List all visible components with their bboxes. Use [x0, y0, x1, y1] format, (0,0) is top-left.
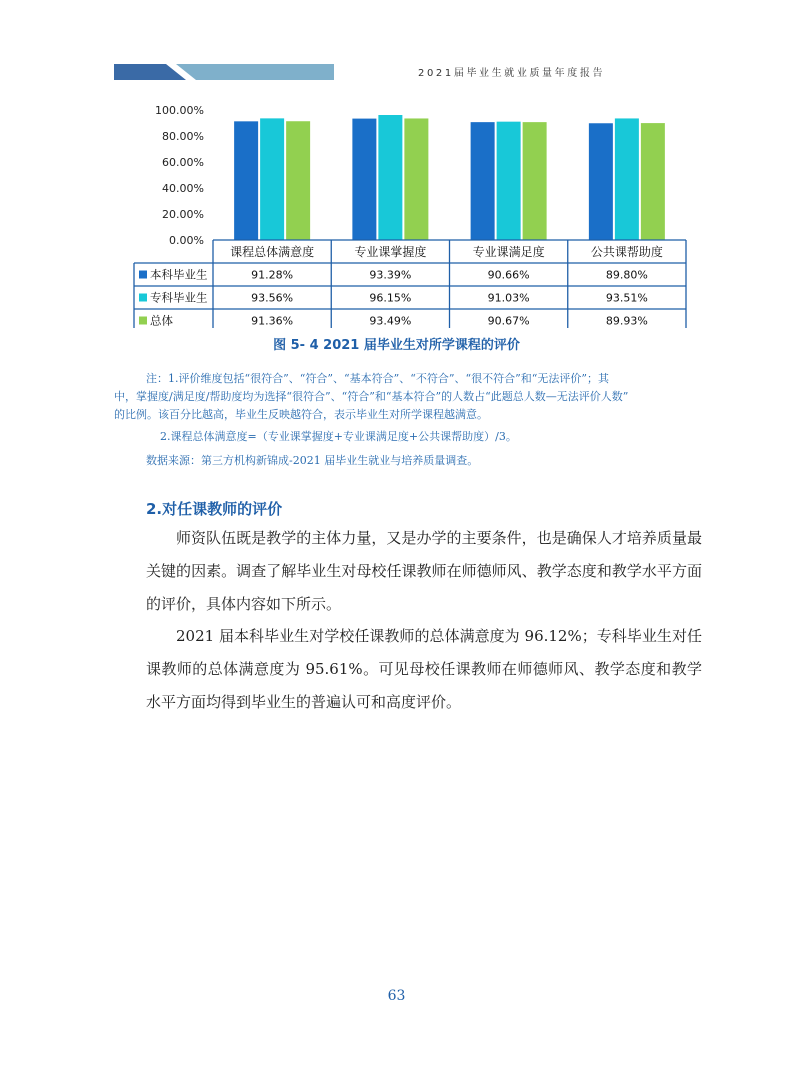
bar	[497, 122, 521, 240]
section-title: 2.对任课教师的评价	[146, 500, 283, 518]
data-label: 96.15%	[369, 291, 412, 305]
bar	[615, 118, 639, 240]
bar	[589, 123, 613, 240]
data-label: 93.39%	[369, 268, 412, 282]
data-source: 数据来源：第三方机构新锦成-2021 届毕业生就业与培养质量调查。	[146, 454, 479, 467]
bar	[234, 121, 258, 240]
bar	[260, 118, 284, 240]
bar	[523, 122, 547, 240]
bar	[286, 121, 310, 240]
data-label: 90.66%	[487, 268, 530, 282]
header-band	[114, 64, 334, 80]
note-line-3: 的比例。该百分比越高，毕业生反映越符合，表示毕业生对所学课程越满意。	[114, 408, 488, 421]
legend-key	[139, 294, 147, 302]
series-name: 本科毕业生	[150, 267, 208, 282]
report-header-title: 2021届毕业生就业质量年度报告	[418, 68, 606, 79]
bar	[378, 115, 402, 240]
data-label: 93.51%	[605, 291, 648, 305]
series-name: 总体	[150, 313, 173, 328]
y-tick-label: 80.00%	[162, 130, 204, 143]
bar	[641, 123, 665, 240]
data-label: 93.49%	[369, 314, 412, 328]
data-label: 90.67%	[487, 314, 530, 328]
category-label: 专业课满足度	[472, 245, 545, 259]
note-line-2: 中，掌握度/满足度/帮助度均为选择“很符合”、“符合”和“基本符合”的人数占“此题总人数—无法评价人数”	[114, 390, 629, 403]
data-label: 89.93%	[605, 314, 648, 328]
legend-key	[139, 317, 147, 325]
y-tick-label: 20.00%	[162, 208, 204, 221]
legend-key	[139, 271, 147, 279]
category-label: 课程总体满意度	[230, 245, 315, 259]
page-number: 63	[387, 988, 406, 1004]
data-label: 89.80%	[605, 268, 648, 282]
y-tick-label: 0.00%	[169, 234, 204, 247]
y-tick-label: 60.00%	[162, 156, 204, 169]
note-line-1: 注：1.评价维度包括“很符合”、“符合”、“基本符合”、“不符合”、“很不符合”和“无法评价”；其	[146, 372, 609, 385]
y-tick-label: 40.00%	[162, 182, 204, 195]
data-label: 91.03%	[487, 291, 530, 305]
bar	[471, 122, 495, 240]
category-label: 公共课帮助度	[590, 245, 663, 259]
series-name: 专科毕业生	[150, 290, 208, 305]
bar	[352, 119, 376, 240]
course-evaluation-chart	[130, 98, 690, 328]
figure-caption: 图 5- 4 2021 届毕业生对所学课程的评价	[273, 338, 520, 353]
data-label: 93.56%	[251, 291, 294, 305]
paragraph-1: 师资队伍既是教学的主体力量，又是办学的主要条件，也是确保人才培养质量最关键的因素。调查了解毕业生对母校任课教师在师德师风、教学态度和教学水平方面的评价，具体内容如下所示。	[146, 529, 702, 613]
data-label: 91.28%	[251, 268, 294, 282]
bar	[404, 118, 428, 240]
note-line-4: 2.课程总体满意度=（专业课掌握度+专业课满足度+公共课帮助度）/3。	[160, 430, 517, 443]
paragraph-2: 2021 届本科毕业生对学校任课教师的总体满意度为 96.12%；专科毕业生对任课教师的总体满意度为 95.61%。可见母校任课教师在师德师风、教学态度和教学水平方面均得到毕业生的普遍认可和高度评价。	[146, 627, 702, 711]
y-tick-label: 100.00%	[155, 104, 204, 117]
data-label: 91.36%	[251, 314, 294, 328]
category-label: 专业课掌握度	[354, 245, 427, 259]
